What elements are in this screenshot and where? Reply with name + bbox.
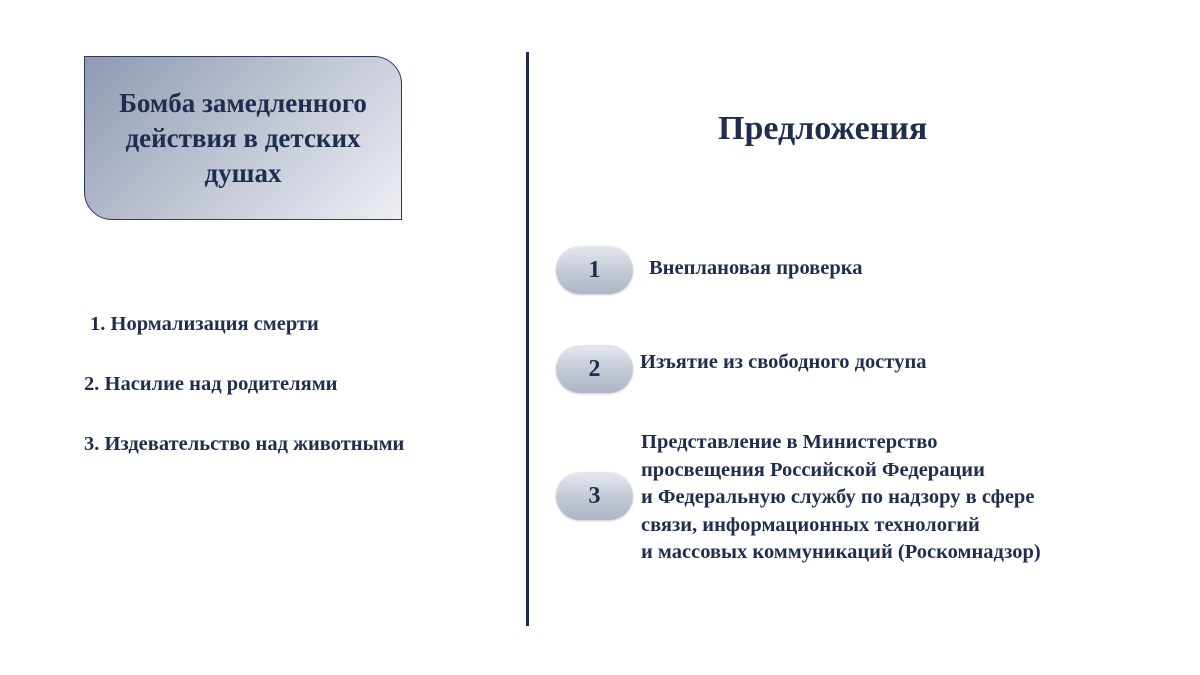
slide-title: Бомба замедленного действия в детских душах bbox=[119, 87, 367, 188]
proposal-text-1: Внеплановая проверка bbox=[649, 257, 863, 279]
proposal-text-3-line: и массовых коммуникаций (Роскомнадзор) bbox=[641, 541, 1041, 563]
number-badge-1: 1 bbox=[556, 246, 633, 294]
proposal-text-3-line: и Федеральную службу по надзору в сфере bbox=[641, 486, 1035, 508]
list-item: 3. Издевательство над животными bbox=[84, 433, 405, 455]
proposal-text-3 bbox=[641, 429, 1041, 567]
title-box bbox=[84, 56, 402, 220]
number-badge-3: 3 bbox=[556, 472, 633, 520]
proposal-text-3-line: просвещения Российской Федерации bbox=[641, 458, 985, 481]
proposals-heading: Предложения bbox=[718, 110, 928, 147]
vertical-divider bbox=[526, 52, 529, 626]
proposal-text-3-line: Представление в Министерство bbox=[641, 431, 938, 453]
list-item: 1. Нормализация смерти bbox=[90, 313, 319, 335]
list-item: 2. Насилие над родителями bbox=[84, 373, 338, 395]
proposal-text-3-line: связи, информационных технологий bbox=[641, 513, 980, 536]
proposal-text-2: Изъятие из свободного доступа bbox=[640, 351, 927, 373]
number-badge-2: 2 bbox=[556, 345, 633, 393]
